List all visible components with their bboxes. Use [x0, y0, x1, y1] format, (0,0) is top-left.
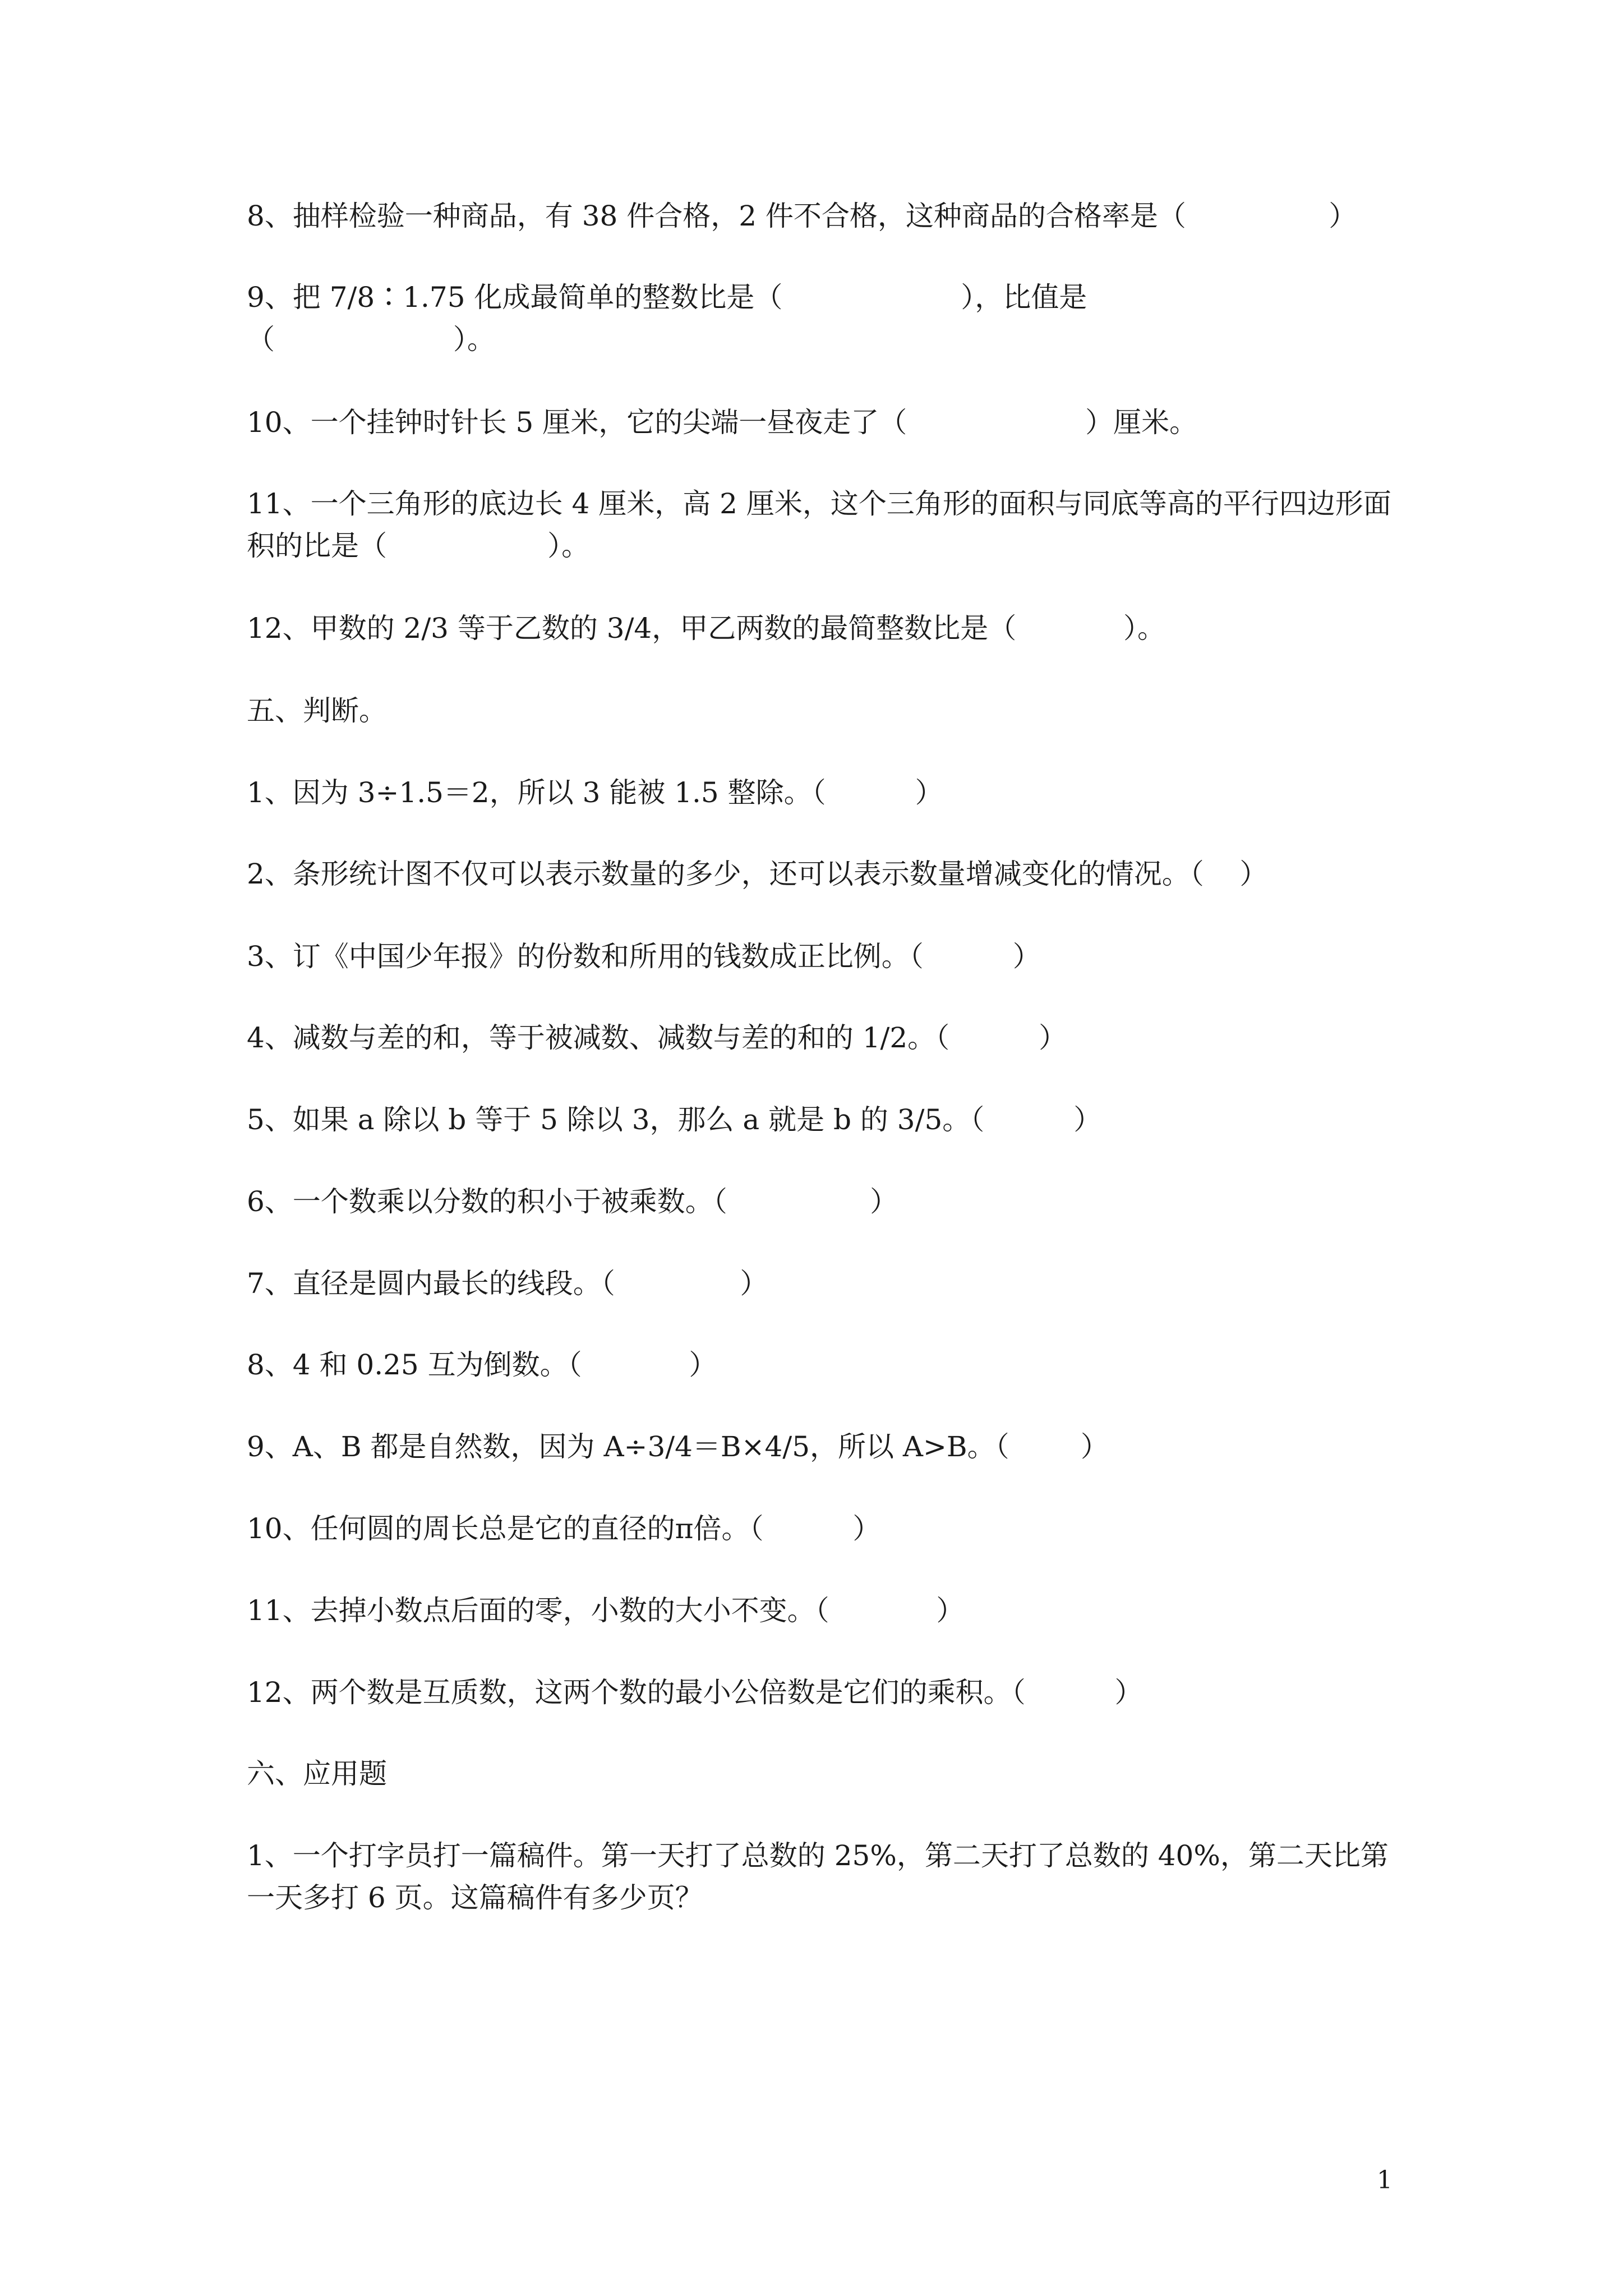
question-fill-10: 10、一个挂钟时针长 5 厘米，它的尖端一昼夜走了（ ）厘米。: [247, 406, 1198, 439]
question-judge-12: 12、两个数是互质数，这两个数的最小公倍数是它们的乘积。（ ）: [247, 1676, 1143, 1709]
question-judge-2: 2、条形统计图不仅可以表示数量的多少，还可以表示数量增减变化的情况。（ ）: [247, 858, 1268, 890]
question-judge-3: 3、订《中国少年报》的份数和所用的钱数成正比例。（ ）: [247, 940, 1041, 973]
question-judge-8: 8、4 和 0.25 互为倒数。（ ）: [247, 1349, 717, 1381]
question-judge-7: 7、直径是圆内最长的线段。（ ）: [247, 1267, 768, 1300]
question-judge-9: 9、A、B 都是自然数，因为 A÷3/4＝B×4/5，所以 A>B。（ ）: [247, 1430, 1109, 1463]
page-number: 1: [1377, 2166, 1393, 2194]
question-judge-11: 11、去掉小数点后面的零，小数的大小不变。（ ）: [247, 1594, 965, 1627]
question-application-1: 1、一个打字员打一篇稿件。第一天打了总数的 25%，第二天打了总数的 40%，第二天比第: [247, 1839, 1389, 1872]
question-fill-8: 8、抽样检验一种商品，有 38 件合格，2 件不合格，这种商品的合格率是（ ）: [247, 200, 1357, 232]
question-judge-1: 1、因为 3÷1.5＝2，所以 3 能被 1.5 整除。（ ）: [247, 776, 943, 809]
question-judge-6: 6、一个数乘以分数的积小于被乘数。（ ）: [247, 1185, 898, 1218]
question-fill-12: 12、甲数的 2/3 等于乙数的 3/4，甲乙两数的最简整数比是（ ）。: [247, 612, 1165, 645]
question-fill-9: 9、把 7/8∶1.75 化成最简单的整数比是（ ），比值是: [247, 281, 1087, 314]
question-judge-5: 5、如果 a 除以 b 等于 5 除以 3，那么 a 就是 b 的 3/5。（ ）: [247, 1103, 1102, 1136]
question-fill-11-continued: 积的比是（ ）。: [247, 530, 590, 562]
question-fill-11: 11、一个三角形的底边长 4 厘米，高 2 厘米，这个三角形的面积与同底等高的平行四边形面: [247, 487, 1391, 520]
question-judge-4: 4、减数与差的和，等于被减数、减数与差的和的 1/2。（ ）: [247, 1022, 1067, 1054]
question-fill-9-continued: （ ）。: [247, 323, 495, 356]
section-heading-judgment: 五、判断。: [247, 694, 387, 727]
question-judge-10: 10、任何圆的周长总是它的直径的π倍。（ ）: [247, 1512, 881, 1545]
question-application-1-continued: 一天多打 6 页。这篇稿件有多少页？: [247, 1881, 703, 1914]
section-heading-application: 六、应用题: [247, 1757, 387, 1790]
